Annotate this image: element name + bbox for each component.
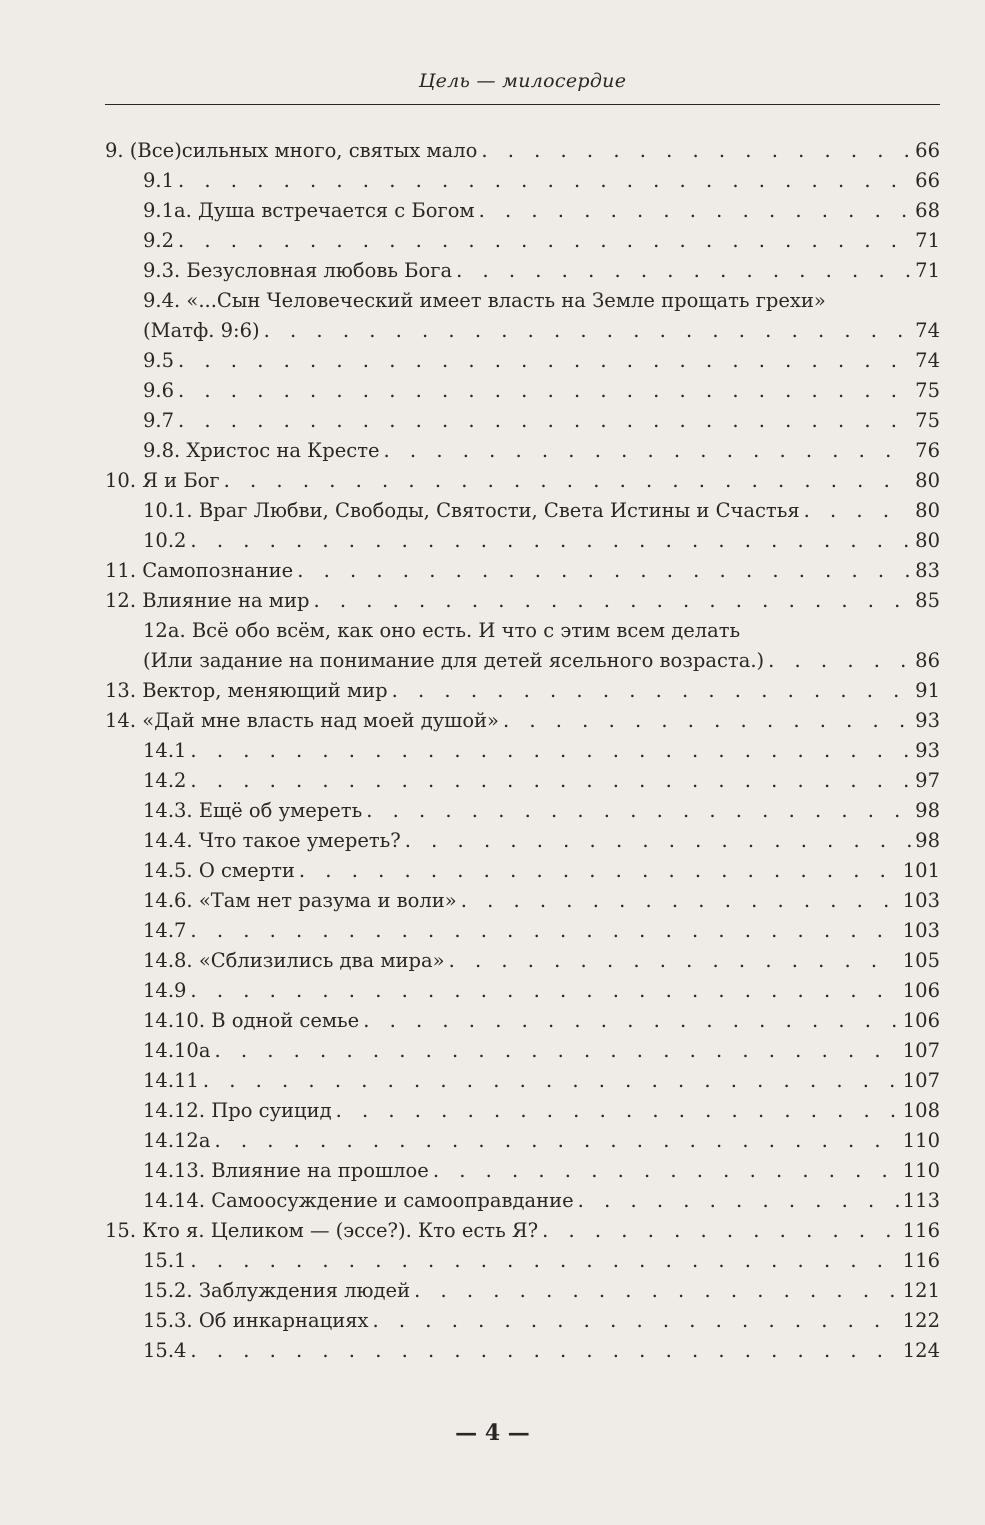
toc-entry-title: 14. «Дай мне власть над моей душой» bbox=[105, 709, 499, 732]
toc-entry-title: 9.4. «...Сын Человеческий имеет власть на Земле прощать грехи» bbox=[143, 289, 826, 312]
toc-entry-title: 14.10. В одной семье bbox=[143, 1009, 360, 1032]
toc-entry-page: 116 bbox=[902, 1249, 940, 1272]
toc-entry bbox=[105, 1336, 940, 1366]
toc-entry-page: 105 bbox=[902, 949, 940, 972]
dot-leader bbox=[433, 1156, 899, 1186]
toc-entry-page: 124 bbox=[902, 1339, 940, 1362]
toc-entry-page: 98 bbox=[915, 829, 940, 852]
toc-entry bbox=[105, 1216, 940, 1246]
toc-entry-title: 14.10а bbox=[143, 1039, 211, 1062]
dot-leader bbox=[481, 136, 911, 166]
toc-entry-title: 9. (Все)сильных много, святых мало bbox=[105, 139, 478, 162]
toc-entry bbox=[105, 976, 940, 1006]
dot-leader bbox=[461, 886, 899, 916]
dot-leader bbox=[214, 1036, 898, 1066]
toc-entry-page: 76 bbox=[915, 439, 940, 462]
toc-entry-page: 97 bbox=[915, 769, 940, 792]
toc-entry-title: 14.8. «Сблизились два мира» bbox=[143, 949, 445, 972]
toc-entry-title: 14.7 bbox=[143, 919, 187, 942]
toc-entry-title: 11. Самопознание bbox=[105, 559, 294, 582]
dot-leader bbox=[178, 346, 911, 376]
toc-entry-page: 85 bbox=[915, 589, 940, 612]
dot-leader bbox=[214, 1126, 898, 1156]
toc-entry bbox=[105, 856, 940, 886]
toc-entry-title: 14.12а bbox=[143, 1129, 211, 1152]
toc-entry-page: 110 bbox=[902, 1129, 940, 1152]
toc-entry-title: 15. Кто я. Целиком — (эссе?). Кто есть Я? bbox=[105, 1219, 539, 1242]
toc-entry-page: 91 bbox=[915, 679, 940, 702]
toc-entry bbox=[105, 946, 940, 976]
toc-entry bbox=[105, 826, 940, 856]
toc-entry bbox=[105, 1006, 940, 1036]
toc-entry-title: (Матф. 9:6) bbox=[143, 319, 260, 342]
toc-entry-title: 14.2 bbox=[143, 769, 187, 792]
dot-leader bbox=[190, 976, 898, 1006]
toc-entry bbox=[105, 1276, 940, 1306]
toc-entry bbox=[105, 796, 940, 826]
toc-entry bbox=[105, 556, 940, 586]
dot-leader bbox=[578, 1186, 899, 1216]
toc-entry-title: 9.8. Христос на Кресте bbox=[143, 439, 380, 462]
toc-entry bbox=[105, 1156, 940, 1186]
dot-leader bbox=[392, 676, 912, 706]
dot-leader bbox=[178, 376, 911, 406]
dot-leader bbox=[190, 736, 911, 766]
dot-leader bbox=[456, 256, 911, 286]
toc-entry-page: 74 bbox=[915, 349, 940, 372]
toc-entry-title: 9.3. Безусловная любовь Бога bbox=[143, 259, 453, 282]
toc-entry-page: 86 bbox=[915, 649, 940, 672]
toc-entry-title: 15.4 bbox=[143, 1339, 187, 1362]
toc-entry-title: 13. Вектор, меняющий мир bbox=[105, 679, 388, 702]
dot-leader bbox=[414, 1276, 899, 1306]
dot-leader bbox=[190, 526, 911, 556]
toc-entry-page: 80 bbox=[915, 469, 940, 492]
toc-entry-title: (Или задание на понимание для детей ясельного возраста.) bbox=[143, 649, 765, 672]
dot-leader bbox=[449, 946, 899, 976]
toc-entry bbox=[105, 586, 940, 616]
dot-leader bbox=[363, 1006, 899, 1036]
toc-entry-page: 71 bbox=[915, 259, 940, 282]
toc-entry-title: 12а. Всё обо всём, как оно есть. И что с этим всем делать bbox=[143, 619, 741, 642]
toc-entry-title: 9.1 bbox=[143, 169, 175, 192]
toc-entry-page: 98 bbox=[915, 799, 940, 822]
toc-entry bbox=[105, 916, 940, 946]
toc-entry-title: 14.1 bbox=[143, 739, 187, 762]
toc-entry-page: 110 bbox=[902, 1159, 940, 1182]
dot-leader bbox=[373, 1306, 899, 1336]
toc-entry bbox=[105, 316, 940, 346]
toc-entry bbox=[105, 466, 940, 496]
toc-entry-page: 122 bbox=[902, 1309, 940, 1332]
dot-leader bbox=[190, 916, 898, 946]
toc-entry-title: 10.2 bbox=[143, 529, 187, 552]
toc-entry-page: 106 bbox=[902, 1009, 940, 1032]
toc-entry bbox=[105, 526, 940, 556]
dot-leader bbox=[178, 226, 911, 256]
toc-entry-page: 83 bbox=[915, 559, 940, 582]
header-rule bbox=[105, 104, 940, 105]
toc-entry bbox=[105, 1246, 940, 1276]
toc-entry-page: 101 bbox=[902, 859, 940, 882]
toc-entry-title: 15.1 bbox=[143, 1249, 187, 1272]
toc-entry-page: 75 bbox=[915, 379, 940, 402]
dot-leader bbox=[336, 1096, 899, 1126]
toc-entry bbox=[105, 136, 940, 166]
toc-entry-title: 9.7 bbox=[143, 409, 175, 432]
toc-entry bbox=[105, 166, 940, 196]
dot-leader bbox=[178, 166, 911, 196]
dot-leader bbox=[190, 1246, 898, 1276]
toc-entry bbox=[105, 736, 940, 766]
toc-entry-page: 80 bbox=[915, 499, 940, 522]
table-of-contents bbox=[105, 136, 940, 1366]
toc-entry-title: 14.5. О смерти bbox=[143, 859, 295, 882]
toc-entry-page: 121 bbox=[902, 1279, 940, 1302]
toc-entry-title: 15.2. Заблуждения людей bbox=[143, 1279, 411, 1302]
toc-entry bbox=[105, 676, 940, 706]
toc-entry-title: 14.14. Самоосуждение и самооправдание bbox=[143, 1189, 574, 1212]
toc-entry bbox=[105, 226, 940, 256]
dot-leader bbox=[405, 826, 911, 856]
dot-leader bbox=[503, 706, 911, 736]
toc-entry bbox=[105, 1306, 940, 1336]
toc-entry-page: 93 bbox=[915, 709, 940, 732]
toc-entry bbox=[105, 286, 940, 316]
toc-entry-title: 14.3. Ещё об умереть bbox=[143, 799, 363, 822]
toc-entry-page: 66 bbox=[915, 139, 940, 162]
dot-leader bbox=[384, 436, 912, 466]
toc-entry-title: 9.1а. Душа встречается с Богом bbox=[143, 199, 475, 222]
toc-entry-page: 106 bbox=[902, 979, 940, 1002]
page-number: — 4 — bbox=[455, 1420, 530, 1446]
running-header: Цель — милосердие bbox=[418, 70, 627, 92]
toc-entry-title: 14.9 bbox=[143, 979, 187, 1002]
dot-leader bbox=[203, 1066, 899, 1096]
toc-entry bbox=[105, 436, 940, 466]
toc-entry bbox=[105, 496, 940, 526]
toc-entry-title: 12. Влияние на мир bbox=[105, 589, 310, 612]
toc-entry bbox=[105, 646, 940, 676]
toc-entry-title: 14.12. Про суицид bbox=[143, 1099, 332, 1122]
dot-leader bbox=[542, 1216, 899, 1246]
toc-entry-page: 75 bbox=[915, 409, 940, 432]
dot-leader bbox=[224, 466, 912, 496]
toc-entry-page: 74 bbox=[915, 319, 940, 342]
dot-leader bbox=[768, 646, 911, 676]
toc-entry-page: 68 bbox=[915, 199, 940, 222]
toc-entry-page: 103 bbox=[902, 919, 940, 942]
toc-entry bbox=[105, 196, 940, 226]
toc-entry-page: 113 bbox=[902, 1189, 940, 1212]
toc-entry-page: 66 bbox=[915, 169, 940, 192]
toc-entry bbox=[105, 706, 940, 736]
dot-leader bbox=[313, 586, 911, 616]
toc-entry bbox=[105, 766, 940, 796]
dot-leader bbox=[299, 856, 899, 886]
toc-entry-title: 14.4. Что такое умереть? bbox=[143, 829, 401, 852]
toc-entry bbox=[105, 1186, 940, 1216]
toc-entry-page: 108 bbox=[902, 1099, 940, 1122]
toc-entry-title: 10.1. Враг Любви, Свободы, Святости, Света Истины и Счастья bbox=[143, 499, 800, 522]
dot-leader bbox=[264, 316, 912, 346]
dot-leader bbox=[366, 796, 911, 826]
toc-entry-title: 9.2 bbox=[143, 229, 175, 252]
toc-entry-title: 14.13. Влияние на прошлое bbox=[143, 1159, 429, 1182]
toc-entry-title: 9.5 bbox=[143, 349, 175, 372]
toc-entry bbox=[105, 616, 940, 646]
toc-entry bbox=[105, 886, 940, 916]
dot-leader bbox=[190, 1336, 898, 1366]
dot-leader bbox=[804, 496, 912, 526]
toc-entry-page: 103 bbox=[902, 889, 940, 912]
toc-entry-page: 93 bbox=[915, 739, 940, 762]
dot-leader bbox=[479, 196, 912, 226]
toc-entry bbox=[105, 1066, 940, 1096]
toc-entry bbox=[105, 406, 940, 436]
dot-leader bbox=[297, 556, 911, 586]
dot-leader bbox=[178, 406, 911, 436]
toc-entry-title: 15.3. Об инкарнациях bbox=[143, 1309, 369, 1332]
dot-leader bbox=[190, 766, 911, 796]
toc-entry-page: 116 bbox=[902, 1219, 940, 1242]
toc-entry-title: 9.6 bbox=[143, 379, 175, 402]
toc-entry bbox=[105, 346, 940, 376]
toc-entry-title: 10. Я и Бог bbox=[105, 469, 220, 492]
toc-entry bbox=[105, 1126, 940, 1156]
toc-entry bbox=[105, 256, 940, 286]
toc-entry bbox=[105, 376, 940, 406]
toc-entry-page: 107 bbox=[902, 1069, 940, 1092]
toc-entry-page: 71 bbox=[915, 229, 940, 252]
toc-entry bbox=[105, 1096, 940, 1126]
toc-entry-title: 14.6. «Там нет разума и воли» bbox=[143, 889, 457, 912]
toc-entry-page: 107 bbox=[902, 1039, 940, 1062]
toc-entry-title: 14.11 bbox=[143, 1069, 199, 1092]
toc-entry bbox=[105, 1036, 940, 1066]
toc-entry-page: 80 bbox=[915, 529, 940, 552]
